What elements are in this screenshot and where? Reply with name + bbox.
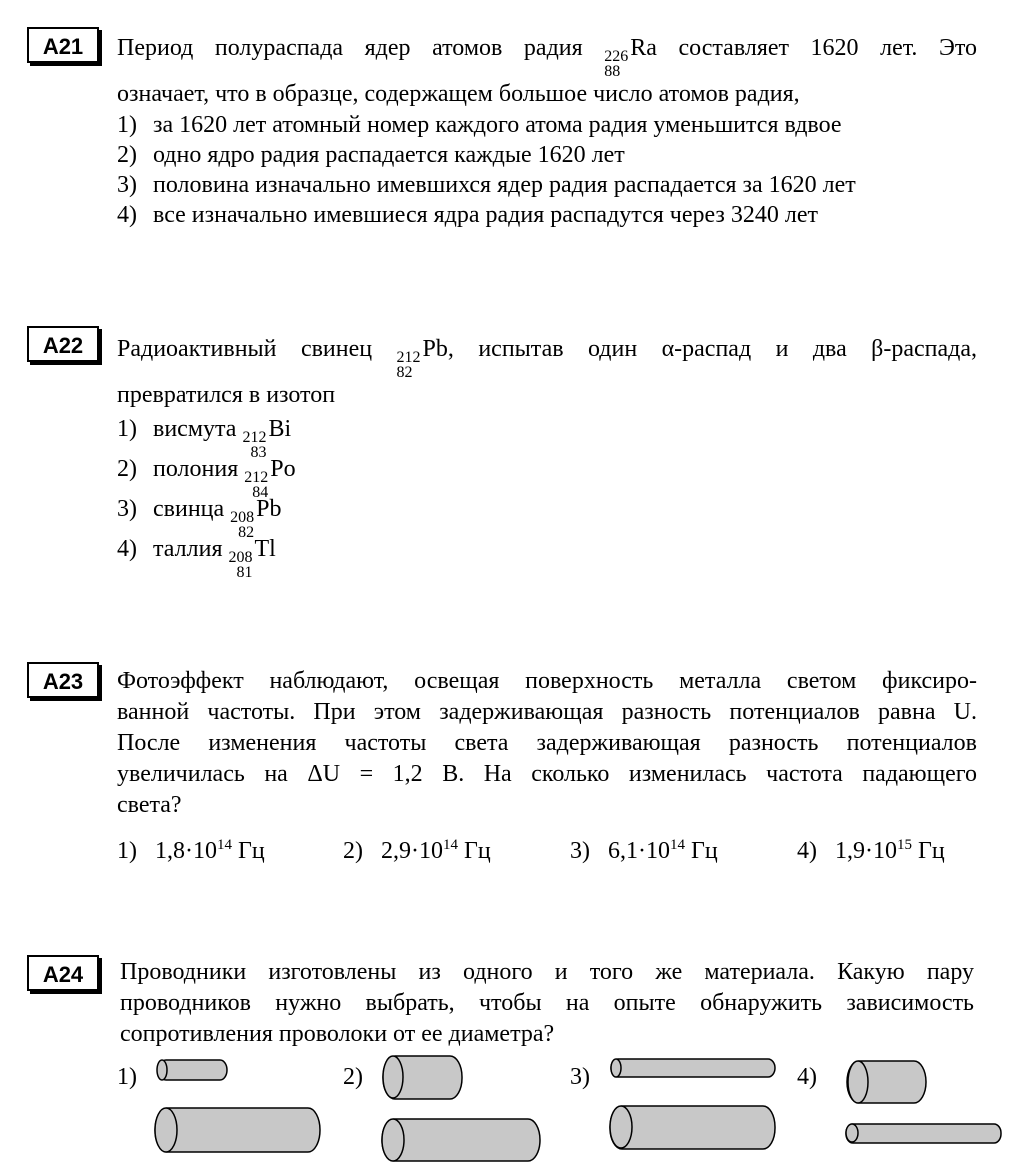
conductor-pair-1[interactable] (155, 1060, 320, 1152)
answer-option-4[interactable]: 4) $1,9\cdot 10^{15}$ Гц (797, 837, 945, 864)
answer-option-1[interactable]: 1) за 1620 лет атомный номер каждого атома радия уменьшится вдвое (117, 112, 842, 138)
answer-option-3[interactable]: 3) половина изначально имевшихся ядер радия распадается за 1620 лет (117, 172, 856, 198)
answer-option-2[interactable]: 2) одно ядро радия распадается каждые 1620 лет (117, 142, 625, 168)
conductor-pair-2[interactable] (382, 1056, 540, 1161)
question-a23-stem: Фотоэффект наблюдают, освещая поверхность металла светом фиксиро- ванной частоты. При этом задерживающая разность потенциалов равна U. После изменения частоты света задерживающая разность потенциалов увеличилась на ΔU = 1,2 В. На сколько изменилась частота падающего света? (117, 668, 977, 818)
conductor-pair-4[interactable] (846, 1061, 1001, 1143)
question-number-a23: А23 (27, 662, 99, 698)
answer-option-4[interactable]: 4) все изначально имевшиеся ядра радия распадутся через 3240 лет (117, 202, 819, 228)
conductor-thin-long (611, 1059, 775, 1077)
answer-option-1[interactable]: 1) висмута 212 83 Bi (117, 416, 292, 461)
question-a24-stem: Проводники изготовлены из одного и того же материала. Какую пару проводников нужно выбрать, чтобы на опыте обнаружить зависимость сопротивления проволоки от ее диаметра? (120, 959, 974, 1047)
answer-option-2[interactable]: 2) $2,9\cdot 10^{14}$ Гц (343, 837, 491, 864)
conductor-thick-long (382, 1119, 540, 1161)
answer-option-2[interactable]: 2) полония 212 84 Po (117, 456, 296, 501)
answer-option-4[interactable]: 4) таллия 208 81 Tl (117, 536, 276, 581)
answer-option-3[interactable]: 3) свинца 208 82 Pb (117, 496, 282, 541)
conductor-thin-long (846, 1124, 1001, 1143)
conductor-thin-short (157, 1060, 227, 1080)
answer-option-4-label[interactable]: 4) (797, 1064, 817, 1090)
question-a22-stem: Радиоактивный свинец 212 82 Pb, испытав один α-распад и два β-распада, превратился в изотоп (117, 336, 978, 408)
conductor-thick-short (847, 1061, 926, 1103)
nuclide-ra-226: 226 88 Ra (604, 35, 657, 80)
answer-option-1[interactable]: 1) $1,8\cdot 10^{14}$ Гц (117, 837, 265, 864)
nuclide-pb-212: 212 82 Pb (396, 336, 448, 381)
answer-option-3[interactable]: 3) $6,1\cdot 10^{14}$ Гц (570, 837, 718, 864)
conductor-thick-long (155, 1108, 320, 1152)
question-number-a22: А22 (27, 326, 99, 362)
question-a21-stem: Период полураспада ядер атомов радия 226 88 Ra составляет 1620 лет. Это означает, что в образце, содержащем большое число атомов радия, (117, 35, 978, 107)
question-number-a24: А24 (27, 955, 99, 991)
answer-option-3-label[interactable]: 3) (570, 1064, 590, 1090)
conductor-pair-3[interactable] (610, 1059, 775, 1149)
answer-option-2-label[interactable]: 2) (343, 1064, 363, 1090)
conductor-thick-long (610, 1106, 775, 1149)
answer-option-1-label[interactable]: 1) (117, 1064, 137, 1090)
question-number-a21: А21 (27, 27, 99, 63)
conductor-thick-short (383, 1056, 462, 1099)
